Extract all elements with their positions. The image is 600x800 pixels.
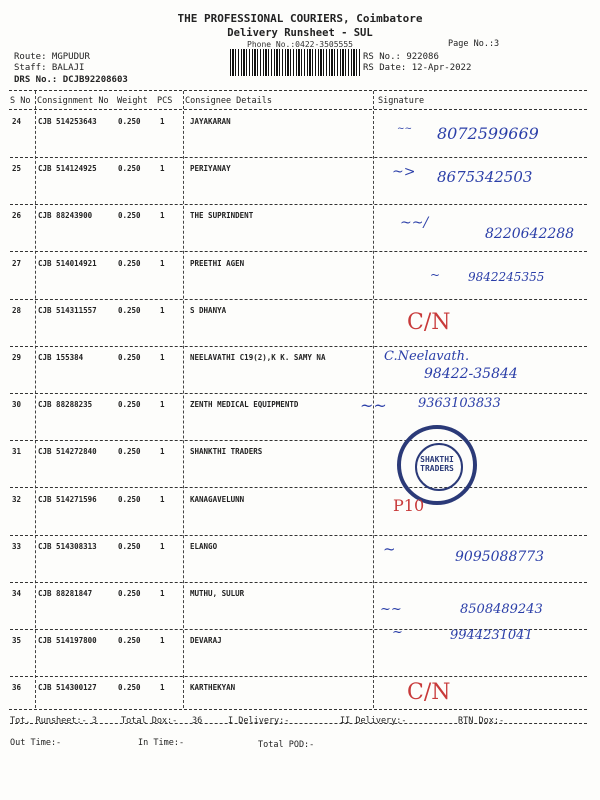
handwritten-phone: 8675342503 (437, 168, 533, 186)
cell-weight: 0.250 (118, 305, 141, 315)
cell-sno: 35 (12, 636, 22, 646)
handwritten-phone: 98422-35844 (424, 366, 518, 382)
handwritten-phone: 9095088773 (455, 549, 545, 565)
cell-weight: 0.250 (118, 211, 141, 221)
rs-number: RS No.: 922086 (363, 52, 439, 62)
cell-consignment: CJB 514308313 (38, 541, 97, 551)
handwritten-mark: P10 (393, 496, 425, 515)
cell-pcs: 1 (160, 353, 165, 362)
signature-scribble: ~ (430, 268, 441, 282)
row-divider (10, 676, 587, 677)
cell-consignee: PERIYANAY (190, 164, 231, 174)
cell-sno: 30 (12, 400, 22, 410)
cell-consignment: CJB 514272840 (38, 447, 97, 457)
cell-consignment: CJB 514271596 (38, 494, 97, 504)
route-label: Route: MGPUDUR (14, 52, 90, 62)
page-number: Page No.:3 (448, 39, 500, 49)
staff-label: Staff: BALAJI (14, 63, 85, 73)
rs-date: RS Date: 12-Apr-2022 (363, 63, 472, 73)
column-divider (35, 91, 36, 708)
signature-scribble: ~~/ (400, 215, 429, 231)
cell-weight: 0.250 (118, 258, 141, 268)
cell-consignee: SHANKTHI TRADERS (190, 447, 263, 457)
cell-weight: 0.250 (118, 494, 141, 504)
handwritten-phone: 8220642288 (485, 226, 575, 242)
cell-sno: 29 (12, 353, 22, 362)
phone-number: Phone No.:0422-3505555 (247, 40, 353, 49)
cell-consignee: DEVARAJ (190, 636, 222, 646)
cell-pcs: 1 (160, 494, 165, 504)
runsheet-subtitle: Delivery Runsheet - SUL (227, 27, 373, 39)
row-divider (10, 251, 587, 252)
cell-weight: 0.250 (118, 541, 141, 551)
header-bottom-rule (9, 109, 587, 110)
cell-pcs: 1 (160, 305, 165, 315)
cell-weight: 0.250 (118, 636, 141, 646)
cell-pcs: 1 (160, 211, 165, 221)
handwritten-name: C.Neelavath. (384, 349, 470, 364)
barcode-image (230, 49, 360, 76)
cn-mark: C/N (407, 310, 451, 335)
rtn-dox: RTN Dox:- (458, 716, 505, 726)
cell-consignment: CJB 88243900 (38, 211, 93, 221)
total-pod: Total POD:- (258, 740, 315, 750)
cell-consignment: CJB 514311557 (38, 305, 97, 315)
cn-mark: C/N (407, 680, 451, 705)
handwritten-phone: 9842245355 (468, 270, 545, 284)
cell-consignment: CJB 155384 (38, 353, 84, 362)
cell-consignee: NEELAVATHI C19(2),K K. SAMY NA (190, 353, 326, 362)
col-header-pcs: PCS (157, 96, 173, 106)
row-divider (10, 535, 587, 536)
ii-delivery: II Delivery:- (340, 716, 407, 726)
signature-scribble: ~ (392, 625, 403, 640)
row-divider (10, 393, 587, 394)
cell-consignment: CJB 514014921 (38, 258, 97, 268)
col-header-weight: Weight (117, 96, 148, 106)
handwritten-phone: 8072599669 (437, 124, 539, 143)
cell-consignee: JAYAKARAN (190, 117, 231, 126)
cell-pcs: 1 (160, 164, 165, 174)
col-header-sno: S No (10, 96, 31, 106)
cell-weight: 0.250 (118, 353, 141, 362)
company-stamp (397, 425, 477, 505)
cell-consignment: CJB 88281847 (38, 589, 93, 598)
cell-sno: 36 (12, 683, 22, 693)
out-time: Out Time:- (10, 738, 62, 748)
cell-weight: 0.250 (118, 683, 141, 693)
cell-pcs: 1 (160, 636, 165, 646)
cell-pcs: 1 (160, 541, 165, 551)
row-divider (10, 582, 587, 583)
cell-weight: 0.250 (118, 164, 141, 174)
cell-sno: 26 (12, 211, 22, 221)
cell-sno: 24 (12, 117, 22, 126)
cell-sno: 33 (12, 541, 22, 551)
signature-scribble: ~> (392, 164, 416, 180)
in-time: In Time:- (138, 738, 185, 748)
cell-pcs: 1 (160, 683, 165, 693)
cell-sno: 34 (12, 589, 22, 598)
cell-pcs: 1 (160, 258, 165, 268)
cell-consignee: THE SUPRINDENT (190, 211, 254, 221)
row-divider (10, 346, 587, 347)
cell-consignment: CJB 514300127 (38, 683, 97, 693)
cell-consignee: PREETHI AGEN (190, 258, 245, 268)
i-delivery: I Delivery:- (228, 716, 290, 726)
col-header-consignment: Consignment No (37, 96, 109, 106)
cell-sno: 25 (12, 164, 22, 174)
signature-scribble: ~~ (397, 124, 413, 134)
cell-weight: 0.250 (118, 447, 141, 457)
cell-consignee: MUTHU, SULUR (190, 589, 245, 598)
cell-consignee: S DHANYA (190, 305, 227, 315)
cell-sno: 28 (12, 305, 22, 315)
cell-consignment: CJB 514124925 (38, 164, 97, 174)
col-header-signature: Signature (378, 96, 425, 106)
cell-consignee: KARTHEKYAN (190, 683, 236, 693)
cell-weight: 0.250 (118, 589, 141, 598)
handwritten-phone: 8508489243 (460, 602, 543, 617)
tot-runsheet: Tot. Runsheet:- 3 (10, 716, 97, 726)
cell-pcs: 1 (160, 447, 165, 457)
cell-consignment: CJB 88288235 (38, 400, 93, 410)
row-divider (10, 157, 587, 158)
signature-scribble: ~~ (360, 396, 387, 415)
row-divider (10, 487, 587, 488)
header-top-rule (9, 90, 587, 91)
signature-scribble: ~ (383, 540, 396, 558)
cell-pcs: 1 (160, 117, 165, 126)
cell-consignee: ELANGO (190, 541, 218, 551)
row-divider (10, 440, 587, 441)
cell-sno: 32 (12, 494, 22, 504)
col-header-consignee: Consignee Details (185, 96, 272, 106)
cell-consignment: CJB 514253643 (38, 117, 97, 126)
row-divider (10, 299, 587, 300)
handwritten-phone: 9944231041 (450, 628, 533, 643)
cell-consignee: KANAGAVELUNN (190, 494, 245, 504)
cell-pcs: 1 (160, 589, 165, 598)
cell-weight: 0.250 (118, 117, 141, 126)
total-dox-label: Total Dox:- (121, 716, 178, 726)
column-divider (183, 91, 184, 708)
stamp-text: SHAKTHI TRADERS (420, 455, 454, 473)
row-divider (10, 204, 587, 205)
drs-number: DRS No.: DCJB92208603 (14, 75, 128, 85)
cell-pcs: 1 (160, 400, 165, 410)
cell-sno: 31 (12, 447, 22, 457)
signature-scribble: ~~ (380, 602, 402, 617)
cell-sno: 27 (12, 258, 22, 268)
document-title: THE PROFESSIONAL COURIERS, Coimbatore (177, 12, 423, 25)
footer-rule (9, 709, 587, 710)
cell-consignment: CJB 514197800 (38, 636, 97, 646)
cell-consignee: ZENTH MEDICAL EQUIPMENTD (190, 400, 299, 410)
cell-weight: 0.250 (118, 400, 141, 410)
total-dox-value: 36 (192, 716, 203, 726)
handwritten-phone: 9363103833 (418, 396, 501, 411)
